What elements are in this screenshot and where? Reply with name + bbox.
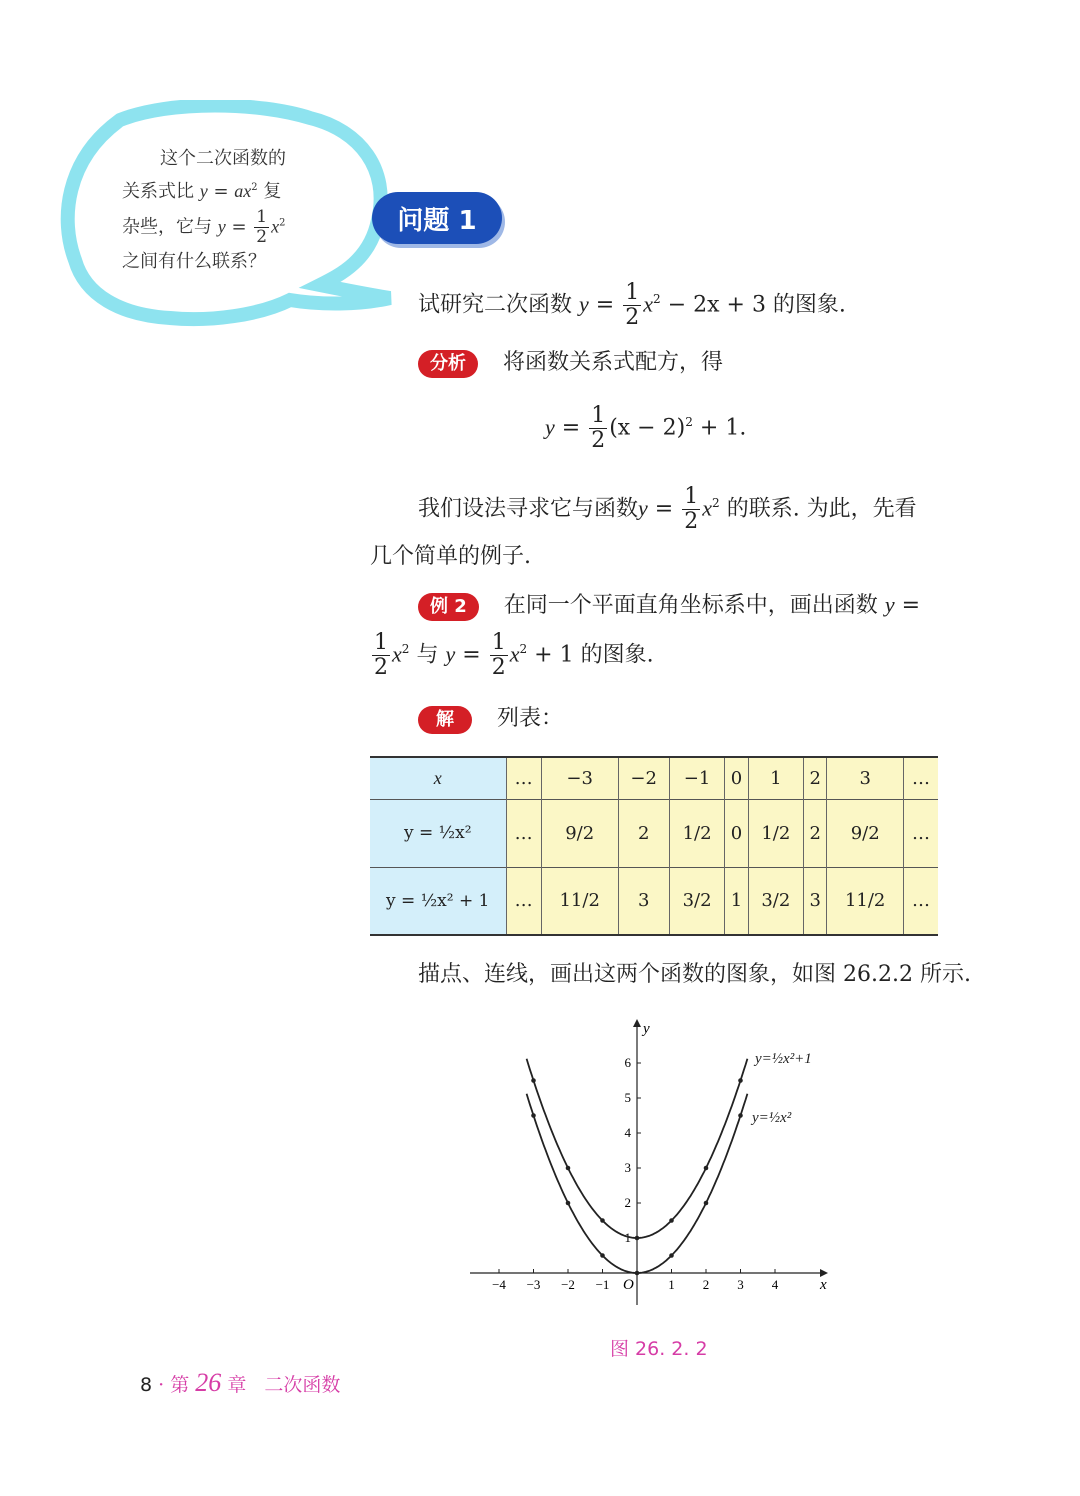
fraction-denominator: 2 (625, 305, 640, 330)
table-cell: 2 (804, 799, 827, 867)
value-table (370, 756, 938, 936)
var-x: x (643, 291, 653, 317)
fraction (589, 405, 607, 452)
fraction-denominator: 2 (684, 509, 699, 534)
table-header-x (370, 757, 506, 799)
parabola-graph (460, 1015, 860, 1310)
point-upper (566, 1166, 571, 1171)
y-tick-label: 5 (624, 1090, 631, 1105)
table-cell: 11/2 (827, 867, 904, 935)
x-axis-arrow (820, 1269, 828, 1277)
bubble-text-segment: 杂些，它与 (122, 216, 212, 238)
formula-body: (x − 2) (609, 415, 686, 441)
point-upper (669, 1218, 674, 1223)
table-cell: 3 (804, 867, 827, 935)
table-cell: 1/2 (748, 799, 804, 867)
x-tick-label: 3 (737, 1277, 744, 1292)
var-y: y (545, 414, 555, 440)
point-lower (669, 1253, 674, 1258)
paragraph-text: 我们设法寻求它与函数 (418, 496, 639, 522)
y-tick-label: 3 (624, 1160, 631, 1175)
analysis-line (418, 348, 723, 379)
table-cell: 9/2 (541, 799, 618, 867)
x-tick-label: −4 (492, 1277, 506, 1292)
table-cell: 3 (618, 867, 669, 935)
x-tick-label: −1 (595, 1277, 610, 1292)
table-cell: 1 (725, 867, 748, 935)
x-tick-label: 1 (668, 1277, 675, 1292)
point-upper (635, 1236, 640, 1241)
bubble-line-4: 之间有什么联系？ (122, 250, 266, 272)
table-cell: −2 (618, 757, 669, 799)
fraction-numerator: 1 (374, 630, 388, 655)
var-y: y (638, 495, 648, 521)
var-y: y (199, 181, 208, 202)
exponent: 2 (711, 496, 720, 511)
x-tick-label: −3 (526, 1277, 541, 1292)
y-axis-label: y (643, 1021, 650, 1037)
upper-curve-label: y=½x²+1 (755, 1051, 812, 1067)
example-text: 与 (416, 642, 439, 668)
y-tick-label: 4 (624, 1125, 631, 1140)
point-upper (600, 1218, 605, 1223)
table-cell: 3 (827, 757, 904, 799)
question-badge-label: 问题 1 (397, 205, 477, 236)
equals-sign: = (462, 642, 481, 668)
exponent: 2 (279, 217, 286, 229)
example-line-2 (370, 632, 654, 679)
table-header-y2: y = ½x² + 1 (370, 867, 506, 935)
solution-tag: 解 (418, 706, 472, 734)
bubble-line-1: 这个二次函数的 (160, 148, 286, 169)
equals-sign: = (654, 496, 674, 522)
table-cell: … (904, 757, 938, 799)
fraction-numerator: 1 (491, 630, 506, 655)
y-tick-label: 1 (624, 1230, 631, 1245)
page-number: 8 (140, 1374, 153, 1396)
fraction-numerator: 1 (256, 206, 268, 227)
table-cell: 0 (725, 799, 748, 867)
footer-dot: · (158, 1374, 165, 1396)
point-lower (566, 1201, 571, 1206)
var-x: x (433, 767, 442, 788)
lower-curve-label: y=½x² (752, 1110, 792, 1126)
var-x: x (702, 495, 712, 521)
table-cell: 11/2 (541, 867, 618, 935)
x-axis-label: x (820, 1277, 827, 1293)
point-lower (704, 1201, 709, 1206)
bubble-text (122, 143, 332, 278)
analysis-formula (545, 405, 746, 452)
fraction-numerator: 1 (684, 484, 699, 509)
question-tail: − 2x + 3 的图象. (667, 292, 846, 318)
bubble-text-segment: 复 (263, 181, 282, 203)
fraction (372, 632, 390, 679)
table-cell: … (904, 867, 938, 935)
equals-sign: = (595, 292, 615, 318)
bubble-line-2 (122, 175, 332, 208)
after-table-text: 描点、连线，画出这两个函数的图象，如图 26.2.2 所示. (418, 962, 971, 987)
example-text: 在同一个平面直角坐标系中，画出函数 (503, 593, 878, 618)
table-row-y1 (370, 799, 938, 867)
chapter-title: 二次函数 (264, 1374, 341, 1396)
point-upper (704, 1166, 709, 1171)
table-cell: … (506, 799, 541, 867)
fraction-denominator: 2 (374, 655, 388, 680)
point-lower (635, 1271, 640, 1276)
figure-caption: 图 26. 2. 2 (610, 1338, 708, 1360)
origin-label: O (623, 1277, 634, 1293)
table-cell: … (506, 867, 541, 935)
y-axis-arrow (633, 1019, 641, 1027)
var-x: x (392, 641, 402, 667)
equals-sign: = (561, 415, 581, 441)
question-badge (372, 192, 502, 244)
table-cell: −3 (541, 757, 618, 799)
axis-ticks (492, 1055, 779, 1292)
var-y: y (217, 216, 226, 237)
fraction-denominator: 2 (491, 655, 506, 680)
fraction-denominator: 2 (256, 226, 268, 247)
table-cell: … (904, 799, 938, 867)
chapter-suffix: 章 (227, 1374, 247, 1396)
fraction-numerator: 1 (591, 403, 606, 428)
y-tick-label: 6 (624, 1055, 631, 1070)
y-tick-label: 2 (624, 1195, 631, 1210)
fraction (490, 632, 508, 679)
fraction-denominator: 2 (591, 428, 606, 453)
equals-sign: = (901, 593, 921, 618)
example-tail: + 1 的图象. (534, 642, 654, 668)
paragraph-line-1 (418, 486, 917, 533)
table-cell: 9/2 (827, 799, 904, 867)
table-cell: 0 (725, 757, 748, 799)
point-lower (600, 1253, 605, 1258)
paragraph-text: 的联系. 为此，先看 (726, 496, 917, 522)
table-cell: 2 (618, 799, 669, 867)
fraction-numerator: 1 (625, 280, 640, 305)
x-tick-label: 4 (771, 1277, 779, 1292)
var-ax: ax (234, 181, 252, 202)
x-tick-label: −2 (561, 1277, 575, 1292)
table-cell: … (506, 757, 541, 799)
bubble-text-segment: 关系式比 (122, 181, 194, 203)
exponent: 2 (652, 292, 661, 307)
var-y: y (579, 291, 589, 317)
fraction (682, 486, 700, 533)
analysis-tag: 分析 (418, 350, 478, 378)
exponent: 2 (251, 182, 258, 194)
chapter-number: 26 (195, 1368, 222, 1397)
example-tag: 例 2 (418, 593, 479, 621)
table-cell: −1 (669, 757, 725, 799)
var-x: x (509, 641, 520, 667)
var-y: y (884, 592, 895, 617)
example-line-1 (418, 590, 920, 622)
table-row-x (370, 757, 938, 799)
table-cell: 1/2 (669, 799, 725, 867)
fraction (623, 282, 641, 329)
solution-line (418, 704, 563, 735)
page-footer (140, 1368, 340, 1398)
point-lower (531, 1113, 536, 1118)
table-row-y2 (370, 867, 938, 935)
point-upper (531, 1078, 536, 1083)
equals-sign: = (231, 216, 247, 238)
formula-tail: + 1. (699, 415, 747, 441)
chapter-prefix: 第 (170, 1374, 190, 1396)
table-cell: 3/2 (669, 867, 725, 935)
question-text (418, 282, 846, 329)
table-cell: 2 (804, 757, 827, 799)
equals-sign: = (213, 181, 229, 203)
point-lower (738, 1113, 743, 1118)
table-cell: 1 (748, 757, 804, 799)
paragraph-line-2: 几个简单的例子. (370, 544, 531, 569)
solution-text: 列表： (497, 706, 564, 731)
question-prefix: 试研究二次函数 (418, 292, 573, 318)
exponent: 2 (519, 642, 528, 657)
exponent: 2 (685, 415, 693, 430)
var-y: y (445, 641, 456, 667)
x-tick-label: 2 (702, 1277, 710, 1292)
analysis-text: 将函数关系式配方，得 (503, 350, 724, 375)
exponent: 2 (401, 642, 410, 657)
bubble-line-3 (122, 206, 332, 247)
fraction (254, 206, 269, 247)
var-x: x (271, 216, 280, 237)
table-header-y1: y = ½x² (370, 799, 506, 867)
point-upper (738, 1078, 743, 1083)
table-cell: 3/2 (748, 867, 804, 935)
